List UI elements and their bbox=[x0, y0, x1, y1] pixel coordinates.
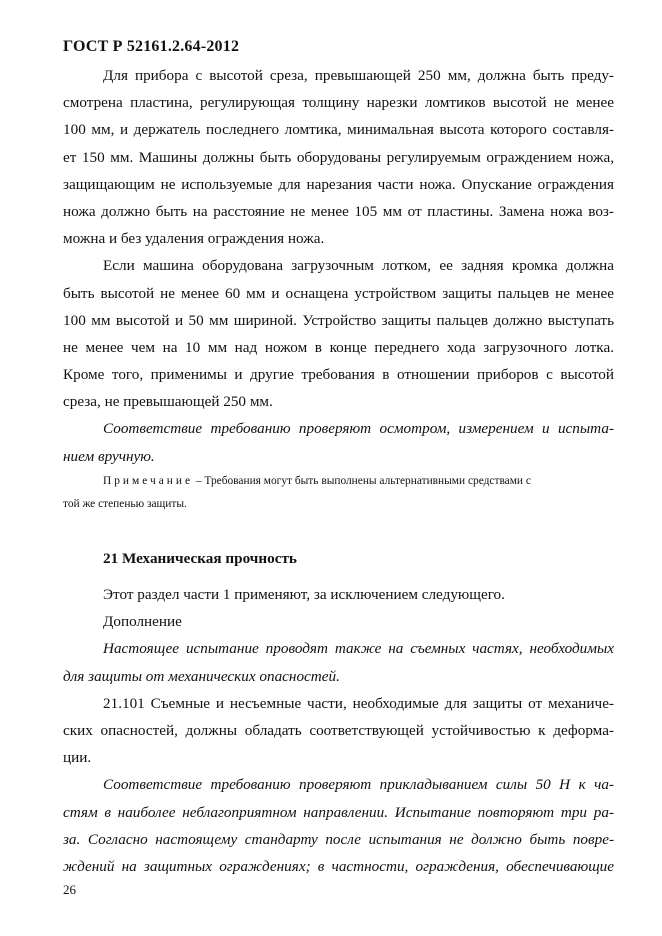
para4-line-1: Настоящее испытание проводят также на съемных частях, необходимых bbox=[103, 640, 614, 658]
compliance1-line-1: Соответствие требованию проверяют осмотром, измерением и испыта- bbox=[103, 420, 614, 438]
para1-line-2: смотрена пластина, регулирующая толщину нарезки ломтиков высотой не менее bbox=[63, 94, 614, 112]
document-header-code: ГОСТ Р 52161.2.64-2012 bbox=[63, 38, 240, 55]
para2-line-2: быть высотой не менее 60 мм и оснащена устройством защиты пальцев не менее bbox=[63, 284, 614, 302]
note-label: Примечание bbox=[103, 474, 194, 487]
para5-line-2: ских опасностей, должны обладать соответствующей устойчивостью к деформа- bbox=[63, 721, 614, 739]
note-text-1: – Требования могут быть выполнены альтернативными средствами с bbox=[193, 474, 531, 487]
note-line-2: той же степенью защиты. bbox=[63, 497, 187, 510]
document-body bbox=[63, 62, 614, 880]
section-title: 21 Механическая прочность bbox=[103, 549, 297, 567]
para2-line-6: среза, не превышающей 250 мм. bbox=[63, 393, 273, 411]
compliance1-line-2: нием вручную. bbox=[63, 447, 155, 465]
para1-line-7: можна и без удаления ограждения ножа. bbox=[63, 230, 325, 248]
para1-line-3: 100 мм, и держатель последнего ломтика, минимальная высота которого составля- bbox=[63, 121, 614, 139]
para4-line-2: для защиты от механических опасностей. bbox=[63, 667, 340, 685]
para3-line: Этот раздел части 1 применяют, за исключением следующего. bbox=[103, 586, 505, 603]
page-number: 26 bbox=[63, 882, 76, 897]
note-line-1 bbox=[63, 470, 614, 493]
para2-line-3: 100 мм высотой и 50 мм шириной. Устройство защиты пальцев должно выступать bbox=[63, 311, 614, 329]
heading-spacer bbox=[63, 572, 614, 581]
para1-line-1: Для прибора с высотой среза, превышающей 250 мм, должна быть преду- bbox=[103, 67, 614, 84]
para5-line-1: 21.101 Съемные и несъемные части, необходимые для защиты от механиче- bbox=[103, 694, 614, 712]
para1-line-4: ет 150 мм. Машины должны быть оборудованы регулируемым ограждением ножа, bbox=[63, 148, 614, 166]
para2-line-4: не менее чем на 10 мм над ножом в конце переднего хода загрузочного лотка. bbox=[63, 338, 614, 356]
addition-label: Дополнение bbox=[103, 613, 182, 631]
para2-line-5: Кроме того, применимы и другие требования в отношении приборов с высотой bbox=[63, 366, 614, 384]
para5-line-3: ции. bbox=[63, 749, 92, 767]
para6-line-3: за. Согласно настоящему стандарту после испытания не должно быть повре- bbox=[63, 830, 614, 848]
para6-line-4: ждений на защитных ограждениях; в частности, ограждения, обеспечивающие bbox=[63, 857, 614, 875]
para6-line-2: стям в наиболее неблагоприятном направлении. Испытание повторяют три ра- bbox=[63, 803, 614, 821]
section-spacer bbox=[63, 516, 614, 545]
para2-line-1: Если машина оборудована загрузочным лотком, ее задняя кромка должна bbox=[103, 257, 614, 275]
para1-line-5: защищающим не используемые для нарезания части ножа. Опускание ограждения bbox=[63, 175, 614, 193]
para6-line-1: Соответствие требованию проверяют прикладыванием силы 50 Н к ча- bbox=[103, 776, 614, 794]
para1-line-6: ножа должно быть на расстояние не менее 105 мм от пластины. Замена ножа воз- bbox=[63, 202, 614, 220]
